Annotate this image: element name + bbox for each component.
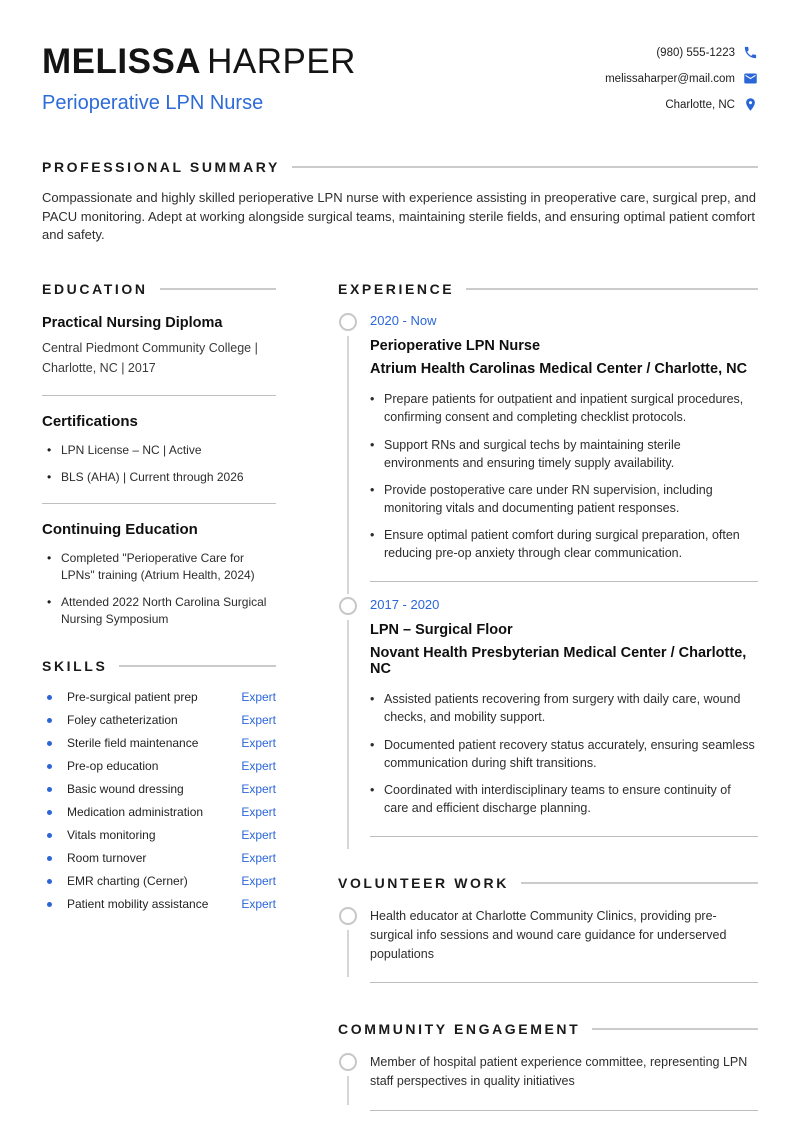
job-bullet: • Provide postoperative care under RN supervision, including monitoring vitals and documenting patient responses. — [370, 481, 758, 517]
header — [42, 44, 758, 115]
skill-name: Sterile field maintenance — [67, 736, 199, 751]
bullet-dot-icon — [47, 787, 52, 792]
section-heading — [338, 281, 758, 297]
heading-rule — [592, 1028, 758, 1030]
skill-row — [42, 805, 276, 819]
divider — [370, 581, 758, 582]
experience-heading: EXPERIENCE — [338, 281, 455, 298]
skill-level: Expert — [241, 736, 276, 751]
divider — [370, 982, 758, 983]
bullet-dot-icon — [47, 902, 52, 907]
skill-name: Foley catheterization — [67, 713, 178, 728]
map-pin-icon — [743, 97, 758, 112]
job-bullet: • Ensure optimal patient comfort during surgical preparation, often reducing pre-op anxiety through clear communication. — [370, 526, 758, 562]
left-column — [42, 281, 276, 1111]
section-heading — [338, 875, 758, 891]
job-bullet: • Assisted patients recovering from surgery with daily care, wound checks, and mobility support. — [370, 690, 758, 726]
job-bullet: • Prepare patients for outpatient and inpatient surgical procedures, confirming consent and completing checklist protocols. — [370, 390, 758, 426]
education-heading: EDUCATION — [42, 281, 148, 298]
volunteer-heading: VOLUNTEER WORK — [338, 875, 509, 892]
skill-level: Expert — [241, 713, 276, 728]
continuing-education-heading: Continuing Education — [42, 521, 198, 539]
bullet-dot-icon — [47, 741, 52, 746]
community-text: Member of hospital patient experience committee, representing LPN staff perspectives in quality initiatives — [370, 1055, 748, 1089]
skill-row — [42, 851, 276, 865]
job-bullet: • Support RNs and surgical techs by maintaining sterile environments and ensuring timely supply availability. — [370, 436, 758, 472]
bullet-dot-icon — [47, 695, 52, 700]
heading-rule — [119, 665, 276, 667]
contact-location — [665, 97, 758, 112]
continuing-education-list — [42, 550, 276, 628]
section-professional-summary — [42, 159, 758, 246]
volunteer-text: Health educator at Charlotte Community Clinics, providing pre-surgical info sessions and wound care guidance for underserved populations — [370, 909, 727, 961]
school-info: Central Piedmont Community College | Charlotte, NC | 2017 — [42, 341, 258, 375]
summary-text: Compassionate and highly skilled perioperative LPN nurse with experience assisting in preoperative care, surgical prep, and PACU monitoring. Adept at working alongside surgical teams, maintaining sterile fields, and ensuring optimal patient comfort and safety. — [42, 189, 756, 243]
skill-row — [42, 874, 276, 888]
heading-rule — [521, 882, 758, 884]
skill-name: Vitals monitoring — [67, 828, 156, 843]
community-entry — [338, 1053, 758, 1111]
divider — [370, 1110, 758, 1111]
bullet-dot-icon — [47, 718, 52, 723]
skill-row — [42, 759, 276, 773]
envelope-icon — [743, 71, 758, 86]
continuing-education-item: • Attended 2022 North Carolina Surgical Nursing Symposium — [42, 594, 276, 628]
phone-number: (980) 555-1223 — [656, 46, 735, 59]
divider — [42, 395, 276, 396]
job-bullet: • Documented patient recovery status accurately, ensuring seamless communication during shift transitions. — [370, 736, 758, 772]
divider — [42, 503, 276, 504]
certification-item: • LPN License – NC | Active — [42, 442, 276, 459]
skill-name: EMR charting (Cerner) — [67, 874, 188, 889]
experience-entry — [338, 597, 758, 837]
experience-entry — [338, 313, 758, 582]
job-bullets — [370, 390, 758, 562]
section-heading — [42, 281, 276, 297]
degree-title: Practical Nursing Diploma — [42, 315, 223, 332]
bullet-dot-icon — [47, 856, 52, 861]
bullet-dot-icon — [47, 810, 52, 815]
skill-row — [42, 736, 276, 750]
job-company: Atrium Health Carolinas Medical Center / Charlotte, NC — [370, 361, 748, 378]
job-bullets — [370, 690, 758, 817]
skills-heading: SKILLS — [42, 658, 108, 675]
skill-name: Room turnover — [67, 851, 147, 866]
section-heading — [42, 658, 276, 674]
job-bullet: • Coordinated with interdisciplinary teams to ensure continuity of care and efficient discharge planning. — [370, 781, 758, 817]
section-heading — [338, 1021, 758, 1037]
community-heading: COMMUNITY ENGAGEMENT — [338, 1021, 581, 1038]
skill-level: Expert — [241, 874, 276, 889]
bullet-dot-icon — [47, 764, 52, 769]
phone-icon — [743, 45, 758, 60]
section-heading — [42, 159, 758, 175]
contact-phone — [656, 45, 758, 60]
skill-row — [42, 897, 276, 911]
volunteer-entry — [338, 907, 758, 983]
skill-level: Expert — [241, 897, 276, 912]
email-address: melissaharper@mail.com — [605, 72, 735, 85]
certifications-list — [42, 442, 276, 486]
skill-name: Basic wound dressing — [67, 782, 184, 797]
job-company: Novant Health Presbyterian Medical Center / Charlotte, NC — [370, 645, 747, 678]
contact-email — [605, 71, 758, 86]
job-title: LPN – Surgical Floor — [370, 622, 513, 639]
contact-info — [605, 44, 758, 112]
skill-row — [42, 690, 276, 704]
skill-name: Medication administration — [67, 805, 204, 820]
skill-name: Pre-op education — [67, 759, 159, 774]
certification-item: • BLS (AHA) | Current through 2026 — [42, 469, 276, 486]
skill-level: Expert — [241, 690, 276, 705]
certifications-heading: Certifications — [42, 413, 138, 431]
heading-rule — [292, 166, 758, 168]
job-dates: 2017 - 2020 — [370, 597, 440, 613]
divider — [370, 836, 758, 837]
person-title: Perioperative LPN Nurse — [42, 91, 264, 114]
skill-level: Expert — [241, 782, 276, 797]
skill-level: Expert — [241, 759, 276, 774]
heading-rule — [466, 288, 758, 290]
skill-name: Pre-surgical patient prep — [67, 690, 198, 705]
bullet-dot-icon — [47, 833, 52, 838]
skill-level: Expert — [241, 828, 276, 843]
skill-name: Patient mobility assistance — [67, 897, 209, 912]
skills-list — [42, 690, 276, 911]
skill-row — [42, 713, 276, 727]
skill-level: Expert — [241, 851, 276, 866]
bullet-dot-icon — [47, 879, 52, 884]
job-title: Perioperative LPN Nurse — [370, 338, 541, 355]
right-column — [338, 281, 758, 1111]
two-column-layout — [42, 281, 758, 1111]
skill-level: Expert — [241, 805, 276, 820]
last-name: HARPER — [207, 42, 356, 81]
person-name — [42, 44, 356, 81]
heading-rule — [160, 288, 276, 290]
skill-row — [42, 828, 276, 842]
name-block — [42, 44, 356, 115]
job-dates: 2020 - Now — [370, 313, 437, 329]
summary-heading: PROFESSIONAL SUMMARY — [42, 158, 280, 175]
skill-row — [42, 782, 276, 796]
continuing-education-item: • Completed "Perioperative Care for LPNs" training (Atrium Health, 2024) — [42, 550, 276, 584]
first-name: MELISSA — [42, 42, 202, 81]
location-text: Charlotte, NC — [665, 98, 735, 111]
